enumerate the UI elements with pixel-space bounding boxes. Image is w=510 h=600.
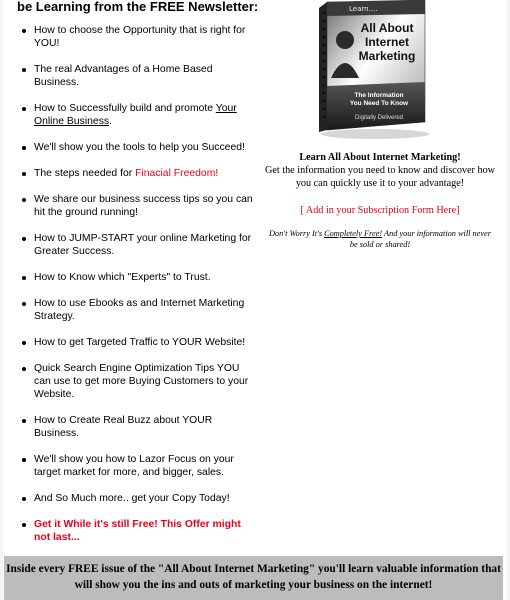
banner-text: Inside every FREE issue of the "All About Internet Marketing" you'll learn valuable information that will show you the ins and outs of marketing your business on the internet! bbox=[6, 563, 501, 591]
benefit-text: How to Successfully build and promote bbox=[34, 103, 216, 114]
benefit-item bbox=[19, 336, 259, 349]
benefit-item bbox=[19, 102, 259, 128]
ebook-tagline-line2: You Need To Know bbox=[349, 100, 409, 107]
ebook-title-line2: Internet bbox=[364, 35, 410, 49]
benefit-item bbox=[19, 362, 259, 401]
newsletter-heading: be Learning from the FREE Newsletter: bbox=[17, 0, 259, 14]
benefit-item bbox=[19, 297, 259, 323]
online-business-link[interactable]: Your Online Business bbox=[34, 103, 237, 127]
benefits-list bbox=[19, 24, 259, 557]
benefit-item bbox=[19, 63, 259, 89]
subscription-form-link[interactable]: [ Add in your Subscription Form Here] bbox=[300, 205, 460, 216]
ebook-cover-image bbox=[313, 0, 431, 140]
benefit-text: The real Advantages of a Home Based Business. bbox=[34, 64, 213, 88]
benefit-text: The steps needed for bbox=[34, 168, 136, 179]
benefit-text: How to Create Real Buzz about YOUR Business. bbox=[34, 415, 213, 439]
free-offer-callout bbox=[19, 518, 259, 544]
benefit-text: Quick Search Engine Optimization Tips YOU can use to get more Buying Customers to your Website. bbox=[34, 363, 249, 400]
privacy-note bbox=[265, 229, 495, 250]
benefit-text: . bbox=[109, 116, 112, 127]
ebook-small-label: Learn.... bbox=[349, 5, 378, 13]
benefit-text: We'll show you the tools to help you Succeed! bbox=[34, 142, 245, 153]
ebook-footer-text: Digitally Delivered bbox=[354, 115, 404, 121]
ebook-title-line3: Marketing bbox=[358, 49, 416, 63]
financial-freedom-highlight: Finacial Freedom! bbox=[135, 168, 219, 179]
benefit-text: How to get Targeted Traffic to YOUR Website! bbox=[34, 337, 246, 348]
ebook-title-line1: All About bbox=[360, 21, 414, 35]
benefit-text: We'll show you how to Lazor Focus on your target market for more, and bigger, sales. bbox=[34, 454, 234, 478]
benefit-item bbox=[19, 453, 259, 479]
ebook-tagline-line1: The Information bbox=[354, 92, 404, 99]
newsletter-banner bbox=[4, 556, 503, 600]
benefit-item bbox=[19, 414, 259, 440]
benefit-text: How to JUMP-START your online Marketing for Greater Success. bbox=[34, 233, 252, 257]
benefit-item bbox=[19, 232, 259, 258]
benefit-text: How to use Ebooks as and Internet Marketing Strategy. bbox=[34, 298, 245, 322]
privacy-note-prefix: Don't Worry It's bbox=[269, 229, 325, 238]
benefit-item bbox=[19, 24, 259, 50]
sidebar-body: Get the information you need to know and discover how you can quickly use it to your advantage! bbox=[265, 165, 496, 189]
benefit-text: Get it While it's still Free! This Offer might not last... bbox=[34, 519, 241, 543]
privacy-note-suffix: And your information will never be sold or shared! bbox=[349, 229, 491, 249]
signup-sidebar bbox=[265, 151, 495, 250]
completely-free-text: Completely Free! bbox=[324, 229, 383, 238]
benefit-item bbox=[19, 271, 259, 284]
benefit-text: How to choose the Opportunity that is right for YOU! bbox=[34, 25, 246, 49]
benefit-text: How to Know which "Experts" to Trust. bbox=[34, 272, 211, 283]
benefit-text: We share our business success tips so you can hit the ground running! bbox=[34, 194, 253, 218]
benefit-item bbox=[19, 193, 259, 219]
benefit-text: And So Much more.. get your Copy Today! bbox=[34, 493, 230, 504]
benefit-item bbox=[19, 141, 259, 154]
newsletter-page bbox=[3, 0, 507, 600]
benefit-item bbox=[19, 167, 259, 180]
benefit-item bbox=[19, 492, 259, 505]
sidebar-title: Learn All About Internet Marketing! bbox=[299, 152, 461, 163]
